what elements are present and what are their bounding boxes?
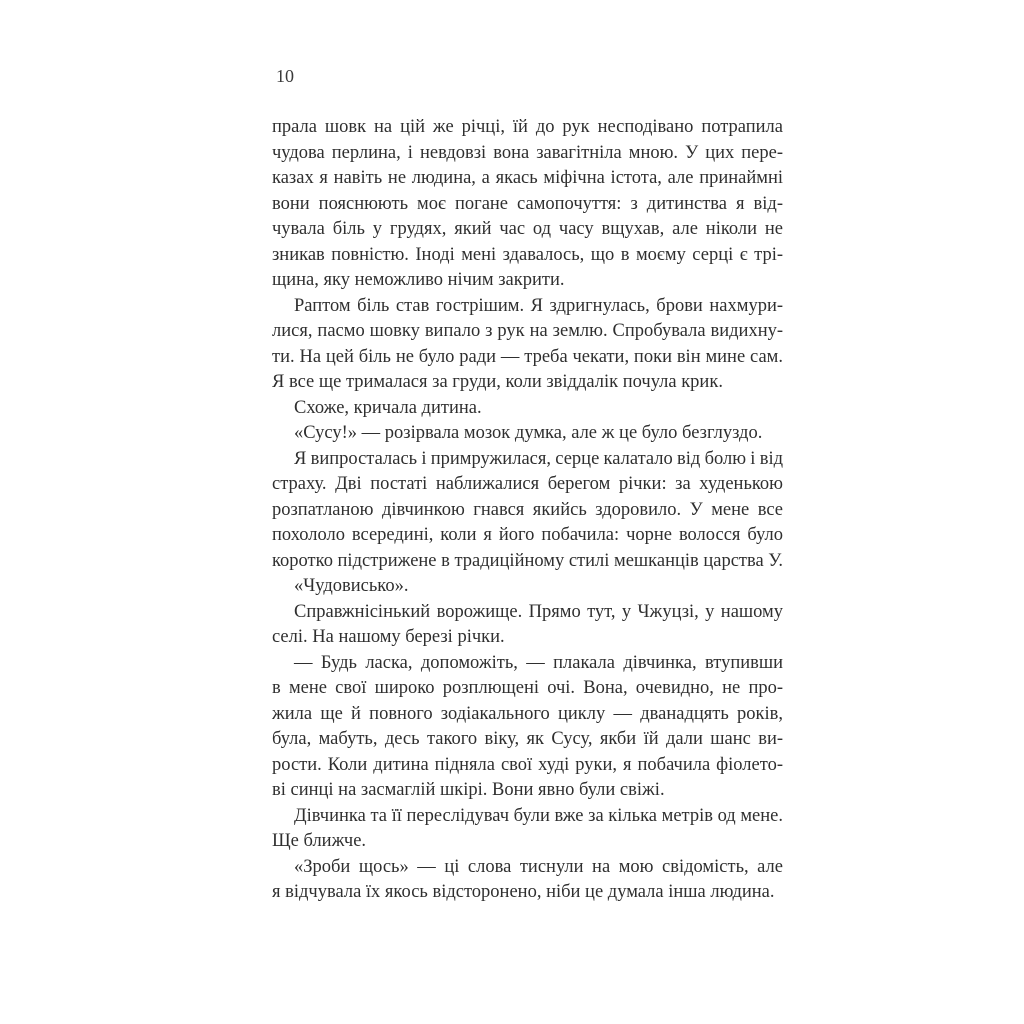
text-line: Справжнісінький ворожище. Прямо тут, у Чжуцзі, у нашому (294, 601, 783, 622)
text-line: Ще ближче. (272, 831, 367, 851)
text-line: ві синці на засмаглій шкірі. Вони явно були свіжі. (272, 780, 665, 800)
text-line: Схоже, кричала дитина. (294, 397, 482, 418)
text-line: лися, пасмо шовку випало з рук на землю. Спробувала видихну- (272, 321, 783, 341)
text-line: «Сусу!» — розірвала мозок думка, але ж це було безглуздо. (294, 423, 763, 443)
text-line: розпатланою дівчинкою гнався якийсь здоровило. У мене все (272, 499, 783, 520)
text-line: жила ще й повного зодіакального циклу — дванадцять років, (272, 703, 783, 724)
text-line: страху. Дві постаті наближалися берегом річки: за худенькою (272, 474, 783, 494)
text-line: рости. Коли дитина підняла свої худі руки, я побачила фіолето- (272, 754, 783, 775)
text-line: ти. На цей біль не було ради — треба чекати, поки він мине сам. (272, 346, 783, 367)
text-line: — Будь ласка, допоможіть, — плакала дівчинка, втупивши (294, 652, 783, 673)
text-line: прала шовк на цій же річці, їй до рук несподівано потрапила (272, 117, 783, 137)
text-line: була, мабуть, десь такого віку, як Сусу, якби їй дали шанс ви- (272, 729, 783, 749)
text-line: зникав повністю. Іноді мені здавалось, що в моєму серці є трі- (272, 244, 783, 265)
text-line: «Зроби щось» — ці слова тиснули на мою свідомість, але (294, 856, 783, 877)
text-line: Я випросталась і примружилася, серце калатало від болю і від (294, 448, 784, 469)
text-line: похололо всередині, коли я його побачила: чорне волосся було (272, 525, 783, 545)
text-line: в мене свої широко розплющені очі. Вона, очевидно, не про- (272, 678, 783, 698)
text-line: чудова перлина, і невдовзі вона завагітніла мною. У цих пере- (272, 142, 783, 163)
text-line: щина, яку неможливо нічим закрити. (272, 270, 565, 290)
text-line: «Чудовисько». (294, 576, 409, 596)
text-line: чувала біль у грудях, який час од часу вщухав, але ніколи не (272, 219, 783, 239)
text-line: селі. На нашому березі річки. (272, 627, 505, 647)
text-line: коротко підстрижене в традиційному стилі мешканців царства У. (272, 550, 784, 571)
page-text (272, 115, 783, 906)
text-line: Раптом біль став гострішим. Я здригнулась, брови нахмури- (294, 295, 783, 316)
text-line: вони пояснюють моє погане самопочуття: з дитинства я від- (272, 193, 783, 214)
page-number: 10 (276, 66, 294, 86)
text-line: казах я навіть не людина, а якась міфічна істота, але принаймні (272, 168, 783, 188)
text-line: я відчувала їх якось відсторонено, ніби це думала інша людина. (272, 882, 775, 902)
text-line: Я все ще трималася за груди, коли звіддалік почула крик. (272, 372, 723, 392)
text-line: Дівчинка та її переслідувач були вже за кілька метрів од мене. (294, 805, 784, 826)
